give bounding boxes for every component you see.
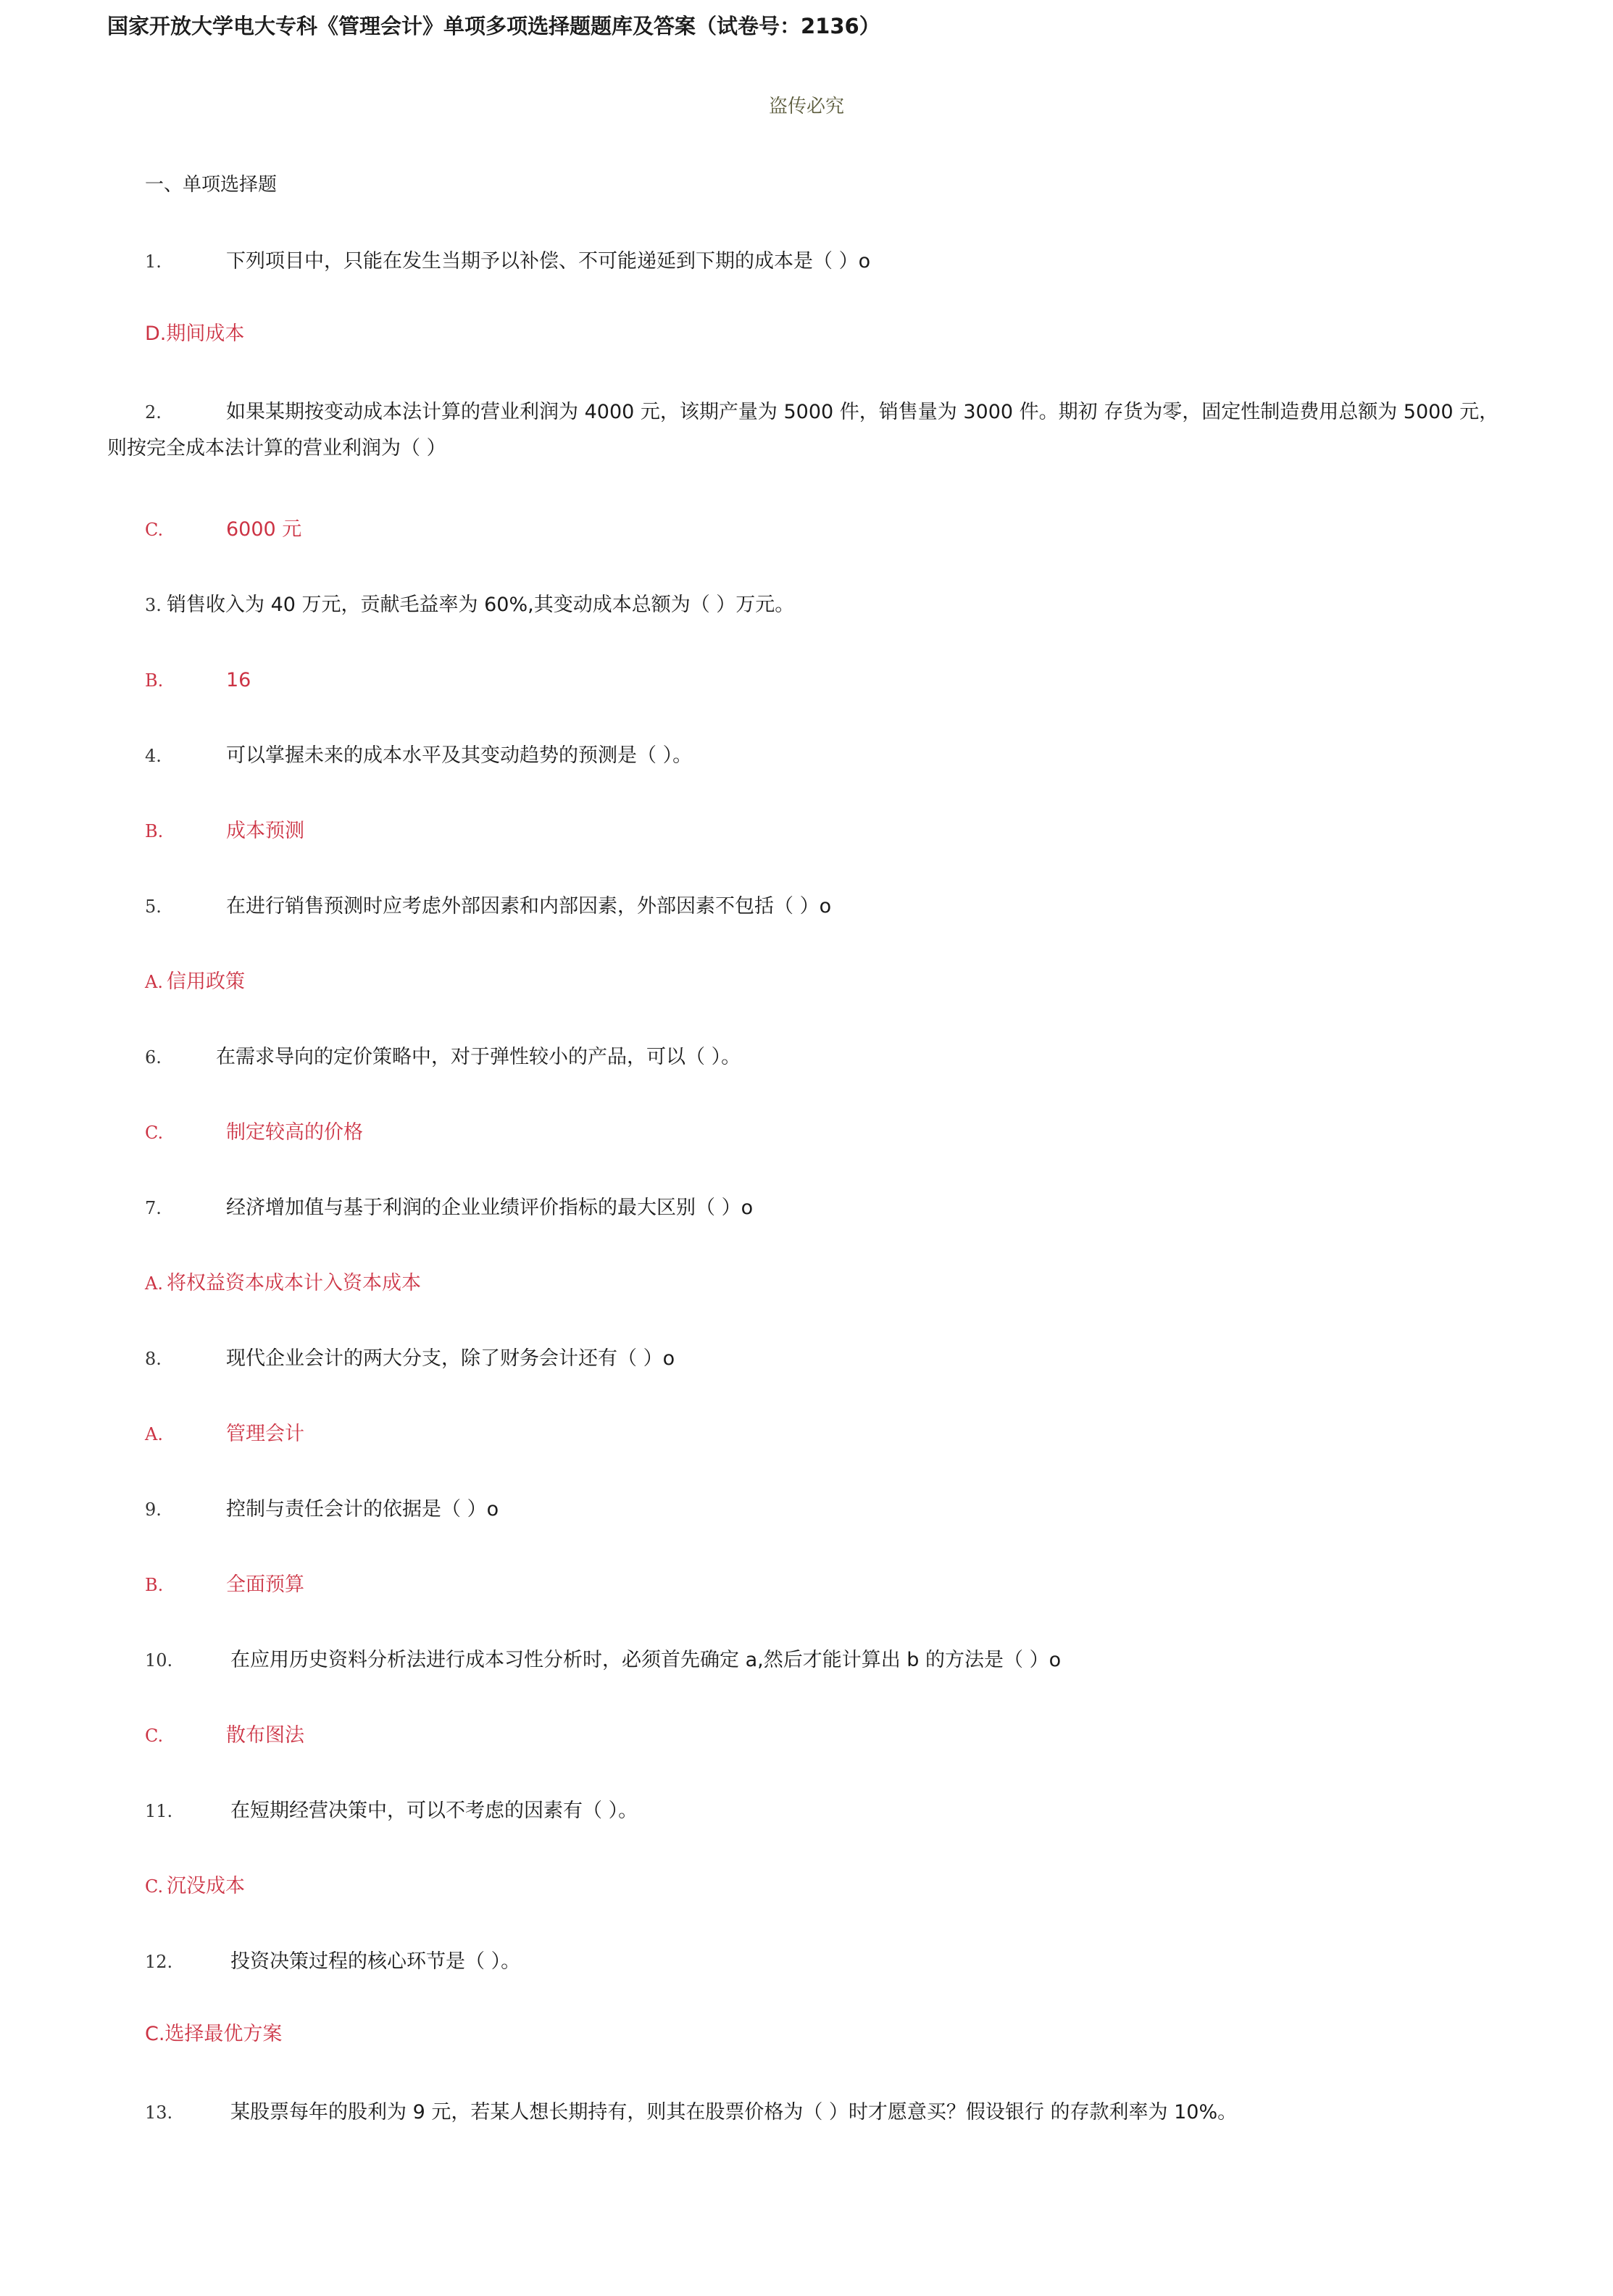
question-number: 11. xyxy=(145,1801,173,1821)
answer-4 xyxy=(145,813,304,849)
answer-8 xyxy=(145,1416,304,1452)
answer-letter: C. xyxy=(145,1123,164,1143)
answer-text: 制定较高的价格 xyxy=(226,1121,363,1144)
question-text: 下列项目中，只能在发生当期予以补偿、不可能递延到下期的成本是（ ）o xyxy=(226,250,871,273)
answer-letter: C. xyxy=(145,1726,164,1746)
answer-text: 6000 元 xyxy=(226,518,302,541)
answer-text: 全面预算 xyxy=(226,1573,304,1596)
answer-letter: A. xyxy=(145,1424,163,1444)
question-number: 3. xyxy=(145,595,162,615)
answer-text: 散布图法 xyxy=(226,1724,304,1747)
question-number: 10. xyxy=(145,1650,173,1671)
question-2 xyxy=(107,394,1513,467)
answer-9 xyxy=(145,1567,304,1603)
question-text: 在需求导向的定价策略中，对于弹性较小的产品，可以（ ）。 xyxy=(216,1046,741,1068)
answer-letter: B. xyxy=(145,1575,164,1595)
question-text: 销售收入为 40 万元，贡献毛益率为 60%,其变动成本总额为（ ）万元。 xyxy=(167,594,795,616)
question-text: 在短期经营决策中，可以不考虑的因素有（ ）。 xyxy=(230,1800,638,1822)
question-12 xyxy=(145,1944,520,1980)
answer-letter: B. xyxy=(145,670,164,691)
answer-11 xyxy=(145,1868,245,1905)
answer-letter: B. xyxy=(145,821,164,841)
question-number: 9. xyxy=(145,1500,162,1520)
question-text: 投资决策过程的核心环节是（ ）。 xyxy=(230,1950,521,1973)
question-number: 2. xyxy=(145,402,162,423)
question-text: 某股票每年的股利为 9 元，若某人想长期持有，则其在股票价格为（ ）时才愿意买？假设银行 的存款利率为 10%。 xyxy=(230,2101,1238,2124)
question-number: 1. xyxy=(145,251,162,272)
answer-6 xyxy=(145,1115,363,1151)
answer-letter: C. xyxy=(145,520,164,540)
answer-text: 沉没成本 xyxy=(167,1875,245,1897)
answer-5 xyxy=(145,964,245,1000)
section-title: 一、单项选择题 xyxy=(145,174,278,196)
question-number: 6. xyxy=(145,1047,162,1068)
answer-text: 成本预测 xyxy=(226,820,304,842)
question-text: 如果某期按变动成本法计算的营业利润为 4000 元，该期产量为 5000 件，销售量为 3000 件。期初 存货为零，固定性制造费用总额为 5000 元，则按完全成本法计算的营业利润为（ ） xyxy=(107,401,1499,459)
answer-letter: A. xyxy=(145,972,163,992)
answer-letter: A. xyxy=(145,1273,163,1294)
question-4 xyxy=(145,738,692,774)
question-text: 控制与责任会计的依据是（ ）o xyxy=(226,1498,499,1521)
question-10 xyxy=(145,1642,1061,1679)
answer-12 xyxy=(145,2016,282,2052)
question-number: 7. xyxy=(145,1198,162,1218)
question-9 xyxy=(145,1492,499,1528)
answer-text: 将权益资本成本计入资本成本 xyxy=(167,1272,421,1294)
question-number: 12. xyxy=(145,1952,173,1972)
answer-7 xyxy=(145,1265,421,1302)
question-text: 经济增加值与基于利润的企业业绩评价指标的最大区别（ ）o xyxy=(226,1197,754,1219)
question-text: 现代企业会计的两大分支，除了财务会计还有（ ）o xyxy=(226,1347,675,1370)
question-5 xyxy=(145,889,831,925)
answer-text: C.选择最优方案 xyxy=(145,2023,283,2045)
answer-text: 信用政策 xyxy=(167,970,245,993)
answer-2 xyxy=(145,512,301,548)
question-number: 13. xyxy=(145,2102,173,2123)
question-11 xyxy=(145,1793,638,1829)
answer-10 xyxy=(145,1718,304,1754)
question-number: 8. xyxy=(145,1349,162,1369)
question-3 xyxy=(145,587,794,623)
answer-1 xyxy=(145,316,244,352)
question-8 xyxy=(145,1341,675,1377)
question-1 xyxy=(145,244,870,280)
question-13 xyxy=(145,2095,1237,2131)
answer-text: 16 xyxy=(226,669,251,691)
answer-letter: C. xyxy=(145,1876,164,1897)
question-text: 在进行销售预测时应考虑外部因素和内部因素，外部因素不包括（ ）o xyxy=(226,895,832,918)
question-number: 4. xyxy=(145,746,162,766)
question-6 xyxy=(145,1039,741,1076)
question-number: 5. xyxy=(145,897,162,917)
document-title: 国家开放大学电大专科《管理会计》单项多项选择题题库及答案（试卷号：2136） xyxy=(107,14,880,38)
question-7 xyxy=(145,1190,753,1226)
question-text: 可以掌握未来的成本水平及其变动趋势的预测是（ ）。 xyxy=(226,744,693,767)
answer-text: 管理会计 xyxy=(226,1423,304,1445)
watermark-text: 盗传必究 xyxy=(768,96,844,117)
question-text: 在应用历史资料分析法进行成本习性分析时，必须首先确定 a,然后才能计算出 b 的方法是（ ）o xyxy=(230,1649,1062,1671)
answer-3 xyxy=(145,662,251,699)
answer-text: D.期间成本 xyxy=(145,323,245,345)
